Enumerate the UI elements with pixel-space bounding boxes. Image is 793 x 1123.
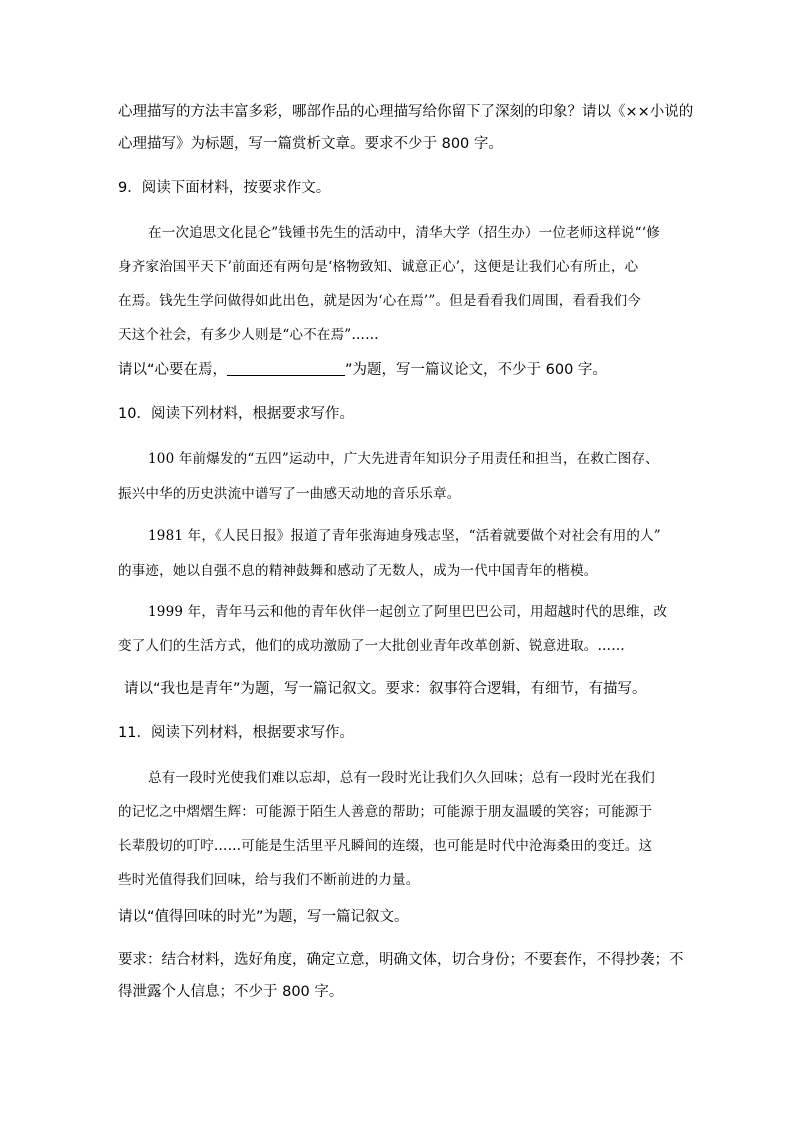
question-11-material-line-1: 总有一段时光使我们难以忘却，总有一段时光让我们久久回味；总有一段时光在我们 [148, 770, 655, 786]
intro-line-1: 心理描写的方法丰富多彩，哪部作品的心理描写给你留下了深刻的印象？请以《××小说的 [118, 104, 694, 120]
question-10-para-2-line-2: 的事迹，她以自强不息的精神鼓舞和感动了无数人，成为一代中国青年的楷模。 [118, 563, 598, 579]
question-9-material-line-4: 天这个社会，有多少人则是“心不在焉”…… [118, 327, 379, 343]
question-11-requirements-line-1: 要求：结合材料，选好角度，确定立意，明确文体，切合身份；不要套作，不得抄袭；不 [118, 952, 684, 968]
question-10-para-3-line-2: 变了人们的生活方式，他们的成功激励了一大批创业青年改革创新、锐意进取。…… [118, 638, 625, 654]
question-9-material-line-2: 身齐家治国平天下’前面还有两句是‘格物致知、诚意正心’，这便是让我们心有所止，心 [118, 259, 639, 275]
intro-line-2: 心理描写》为标题，写一篇赏析文章。要求不少于 800 字。 [118, 136, 503, 152]
question-10-para-2-line-1: 1981 年，《人民日报》报道了青年张海迪身残志坚，“活着就要做个对社会有用的人” [148, 528, 661, 544]
question-11-heading: 11．阅读下列材料，根据要求写作。 [118, 725, 354, 741]
question-11-material-line-4: 些时光值得我们回味，给与我们不断前进的力量。 [118, 872, 420, 888]
question-10-para-3-line-1: 1999 年，青年马云和他的青年伙伴一起创立了阿里巴巴公司，用超越时代的思维，改 [148, 604, 668, 620]
question-10-para-1-line-1: 100 年前爆发的“五四”运动中，广大先进青年知识分子用责任和担当，在救亡图存、 [148, 451, 659, 467]
question-9-heading: 9．阅读下面材料，按要求作文。 [118, 180, 331, 196]
question-9-prompt-start: 请以“心要在焉， [118, 362, 228, 378]
question-9-prompt [118, 360, 607, 380]
question-11-material-line-2: 的记忆之中熠熠生辉：可能源于陌生人善意的帮助；可能源于朋友温暖的笑容；可能源于 [118, 804, 653, 820]
question-9-prompt-end: ”为题，写一篇议论文，不少于 600 字。 [345, 362, 607, 378]
question-10-para-1-line-2: 振兴中华的历史洪流中谱写了一曲感天动地的音乐乐章。 [118, 486, 461, 502]
question-10-heading: 10．阅读下列材料，根据要求写作。 [118, 406, 354, 422]
question-9-material-line-1: 在一次追思文化昆仑”钱锺书先生的活动中，清华大学（招生办）一位老师这样说“‘修 [148, 225, 660, 241]
question-11-material-line-3: 长辈殷切的叮咛……可能是生活里平凡瞬间的连缀，也可能是时代中沧海桑田的变迁。这 [118, 838, 653, 854]
question-9-material-line-3: 在焉。钱先生学问做得如此出色，就是因为‘心在焉’”。但是看看我们周围，看看我们今 [118, 293, 641, 309]
question-11-prompt: 请以“值得回味的时光”为题，写一篇记叙文。 [118, 909, 409, 925]
question-11-requirements-line-2: 得泄露个人信息；不少于 800 字。 [118, 984, 344, 1000]
question-10-prompt: 请以“我也是青年”为题，写一篇记叙文。要求：叙事符合逻辑，有细节，有描写。 [124, 681, 647, 697]
fill-in-blank [227, 361, 345, 376]
